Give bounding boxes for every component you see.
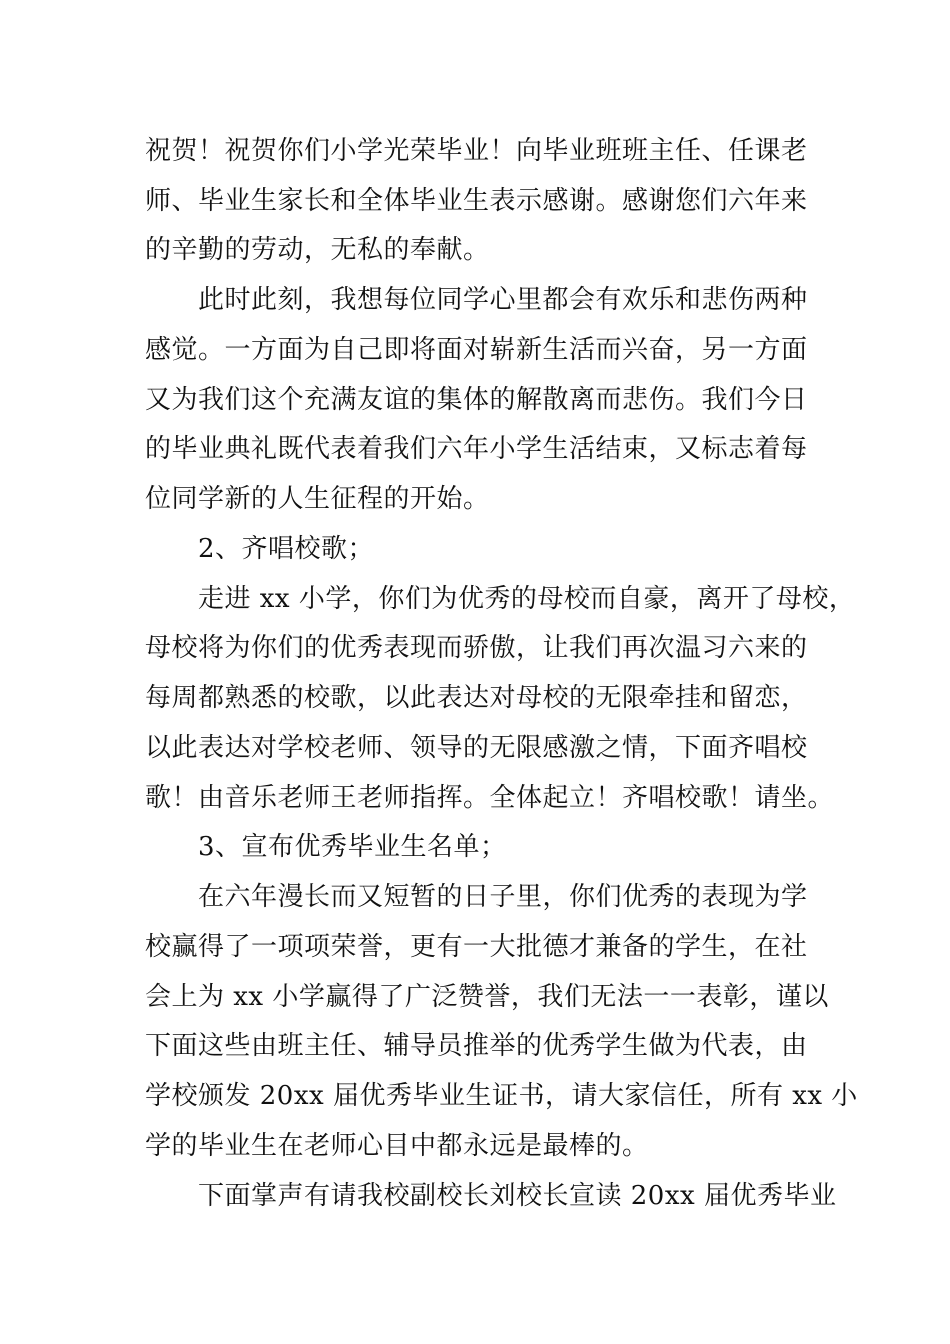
text-line: 学的毕业生在老师心目中都永远是最棒的。 (145, 1131, 649, 1161)
text-line: 每周都熟悉的校歌，以此表达对母校的无限牵挂和留恋， (145, 683, 808, 713)
paragraph-first-line: 在六年漫长而又短暂的日子里，你们优秀的表现为学 (198, 882, 808, 912)
text-line: 会上为 xx 小学赢得了广泛赞誉，我们无法一一表彰，谨以 (145, 982, 829, 1012)
text-line: 位同学新的人生征程的开始。 (145, 484, 490, 514)
paragraph-first-line: 下面掌声有请我校副校长刘校长宣读 20xx 届优秀毕业 (198, 1181, 837, 1211)
text-line: 校赢得了一项项荣誉，更有一大批德才兼备的学生，在社 (145, 932, 808, 962)
text-line: 的辛勤的劳动，无私的奉献。 (145, 235, 490, 265)
text-line: 又为我们这个充满友谊的集体的解散离而悲伤。我们今日 (145, 385, 808, 415)
text-line: 母校将为你们的优秀表现而骄傲，让我们再次温习六来的 (145, 633, 808, 663)
text-line: 学校颁发 20xx 届优秀毕业生证书，请大家信任，所有 xx 小 (145, 1081, 858, 1111)
text-line: 下面这些由班主任、辅导员推举的优秀学生做为代表，由 (145, 1031, 808, 1061)
section-heading: 2、齐唱校歌； (198, 534, 375, 564)
text-line: 以此表达对学校老师、领导的无限感激之情，下面齐唱校 (145, 733, 808, 763)
text-line: 的毕业典礼既代表着我们六年小学生活结束，又标志着每 (145, 434, 808, 464)
text-line: 师、毕业生家长和全体毕业生表示感谢。感谢您们六年来 (145, 186, 808, 216)
section-heading: 3、宣布优秀毕业生名单； (198, 832, 507, 862)
text-line: 感觉。一方面为自己即将面对崭新生活而兴奋，另一方面 (145, 335, 808, 365)
text-line: 歌！由音乐老师王老师指挥。全体起立！齐唱校歌！请坐。 (145, 783, 835, 813)
paragraph-first-line: 此时此刻，我想每位同学心里都会有欢乐和悲伤两种 (198, 285, 808, 315)
paragraph-first-line: 走进 xx 小学，你们为优秀的母校而自豪，离开了母校， (198, 584, 856, 614)
text-line: 祝贺！祝贺你们小学光荣毕业！向毕业班班主任、任课老 (145, 136, 808, 166)
